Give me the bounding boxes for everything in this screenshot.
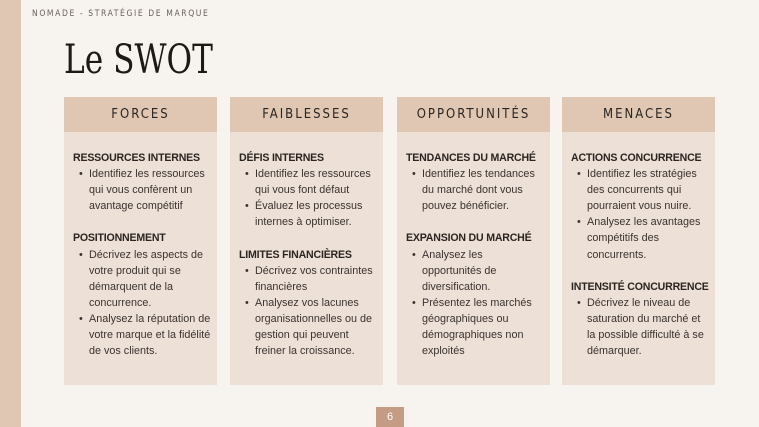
bullet-list — [73, 166, 211, 214]
column-body — [64, 132, 217, 359]
swot-column-forces — [64, 97, 217, 385]
column-heading: MENACES — [562, 97, 715, 132]
bullet-item: • Identifiez les ressources qui vous confèrent un avantage compétitif — [73, 166, 211, 214]
swot-column-menaces — [562, 97, 715, 385]
bullet-item: • Décrivez vos contraintes financières — [239, 263, 377, 295]
page-title: Le SWOT — [64, 37, 213, 83]
bullet-list — [239, 263, 377, 360]
section-title: TENDANCES DU MARCHÉ — [406, 152, 536, 164]
bullet-item: • Décrivez les aspects de votre produit qui se démarquent de la concurrence. — [73, 247, 211, 311]
bullet-item: • Évaluez les processus internes à optimiser. — [239, 198, 377, 230]
bullet-item: • Décrivez le niveau de saturation du marché et la possible difficulté à se démarquer. — [571, 295, 709, 359]
bullet-item: • Identifiez les tendances du marché dont vous pouvez bénéficier. — [406, 166, 544, 214]
bullet-list — [406, 247, 544, 360]
bullet-item: • Analysez les opportunités de diversification. — [406, 247, 544, 295]
section-title: LIMITES FINANCIÈRES — [239, 248, 352, 261]
header-label: NOMADE - STRATÉGIE DE MARQUE — [32, 9, 210, 19]
section-title: DÉFIS INTERNES — [239, 152, 324, 164]
column-body — [397, 132, 550, 359]
column-heading: OPPORTUNITÉS — [397, 97, 550, 132]
bullet-list — [239, 166, 377, 230]
side-accent-bar — [0, 0, 21, 427]
section-title: RESSOURCES INTERNES — [73, 152, 200, 164]
swot-column-opportunites — [397, 97, 550, 385]
column-heading: FORCES — [64, 97, 217, 132]
section-title: INTENSITÉ CONCURRENCE — [571, 280, 709, 293]
swot-column-faiblesses — [230, 97, 383, 385]
bullet-item: • Présentez les marchés géographiques ou démographiques non exploités — [406, 295, 544, 359]
bullet-list — [73, 247, 211, 360]
bullet-item: • Analysez vos lacunes organisationnelles ou de gestion qui peuvent freiner la croissance. — [239, 295, 377, 359]
section-title: ACTIONS CONCURRENCE — [571, 152, 702, 164]
bullet-list — [406, 166, 544, 214]
bullet-list — [571, 295, 709, 359]
column-body — [230, 132, 383, 359]
bullet-item: • Identifiez les ressources qui vous font défaut — [239, 166, 377, 198]
bullet-item: • Analysez les avantages compétitifs des concurrents. — [571, 214, 709, 262]
section-title: POSITIONNEMENT — [73, 232, 166, 245]
column-heading: FAIBLESSES — [230, 97, 383, 132]
section-title: EXPANSION DU MARCHÉ — [406, 232, 532, 245]
bullet-item: • Analysez la réputation de votre marque et la fidélité de vos clients. — [73, 311, 211, 359]
bullet-list — [571, 166, 709, 263]
page-number: 6 — [376, 407, 404, 427]
column-body — [562, 132, 715, 359]
bullet-item: • Identifiez les stratégies des concurrents qui pourraient vous nuire. — [571, 166, 709, 214]
